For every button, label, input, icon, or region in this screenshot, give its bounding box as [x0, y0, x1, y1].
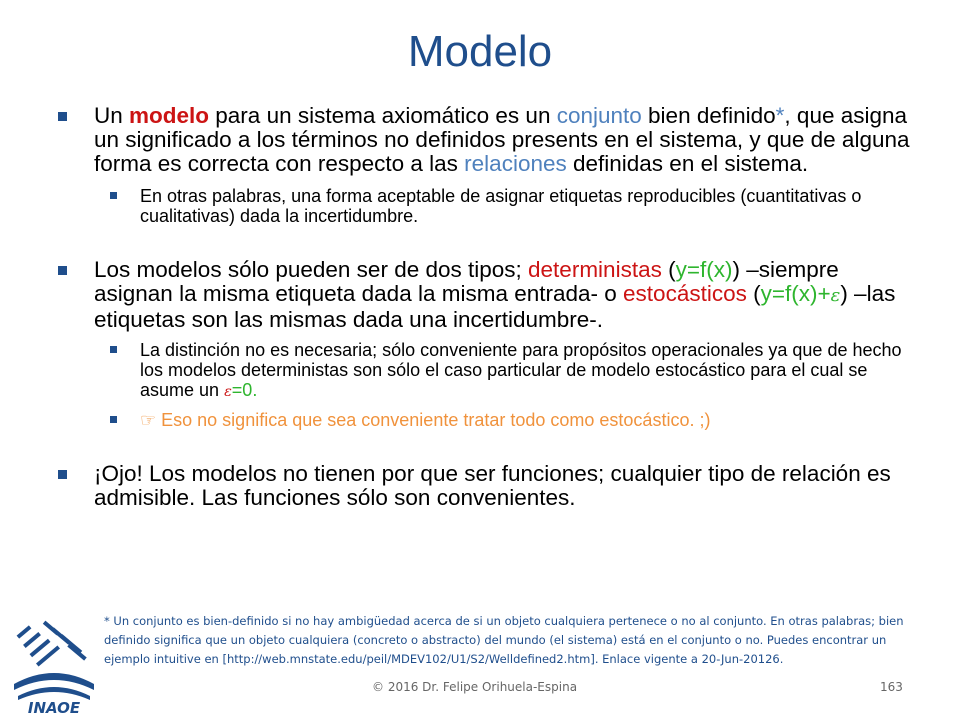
term-modelo: modelo	[129, 103, 210, 128]
text-segment: Un	[94, 103, 130, 128]
slide-title: Modelo	[407, 27, 553, 76]
square-bullet-icon	[58, 266, 67, 275]
text-segment: Eso no significa que sea conveniente tratar todo como estocástico. ;)	[156, 410, 711, 430]
term-conjunto: conjunto	[556, 103, 642, 128]
bullet-model-types	[56, 258, 916, 332]
text-segment: ¡Ojo! Los modelos no tienen por que ser funciones; cualquier tipo de relación es admisible. Las funciones sólo son convenientes.	[94, 461, 891, 510]
square-bullet-icon	[110, 346, 117, 353]
slide-content	[56, 104, 916, 510]
footnote: * Un conjunto es bien-definido si no hay ambigüedad acerca de si un objeto cualquiera pertenece o no al conjunto. En otras palabras; bien definido significa que un objeto cualquiera (concreto o abstracto) del mundo (el sistema) está en el conjunto o no. Puedes encontrar un ejemplo intuitive en [http://web.mnstate.edu/peil/MDEV102/U1/S2/Welldefined2.htm]. Enlace vigente a 20-Jun-20126.	[104, 614, 904, 666]
epsilon-symbol: ε	[224, 384, 232, 400]
text-segment: En otras palabras, una forma aceptable de asignar etiquetas reproducibles (cuantitativas o cualitativas) dada la incertidumbre.	[140, 186, 862, 226]
formula-deterministic: y=f(x)	[675, 257, 733, 282]
pointing-hand-icon: ☞	[140, 410, 157, 430]
square-bullet-icon	[58, 112, 67, 121]
text-segment: Los modelos sólo pueden ser de dos tipos;	[94, 257, 529, 282]
logo-text: INAOE	[27, 699, 81, 716]
term-relaciones: relaciones	[464, 151, 567, 176]
text-segment: (	[661, 257, 676, 282]
text-segment: =0.	[231, 380, 258, 400]
text-segment: , que asigna un significado a los términos no definidos presents en el sistema, y que de alguna forma es correcta con respecto a las	[94, 103, 910, 176]
text-segment: ) –siempre asignan la misma etiqueta dada la misma entrada- o	[94, 257, 839, 306]
bullet-functions-note	[56, 462, 916, 510]
text-segment: para un sistema axiomático es un	[209, 103, 557, 128]
text-segment: ) –las etiquetas son las mismas dada una incertidumbre-.	[94, 281, 896, 332]
sub-bullet-reproducible	[56, 186, 916, 226]
term-deterministas: deterministas	[528, 257, 662, 282]
text-segment: (	[746, 281, 761, 306]
footnote-marker: *	[775, 103, 785, 128]
text-segment: La distinción no es necesaria; sólo conveniente para propósitos operacionales ya que de hecho los modelos deterministas son sólo el caso particular de modelo estocástico para el cual se asume un	[140, 340, 902, 400]
formula-stochastic: y=f(x)+	[760, 281, 831, 306]
page-number: 163	[880, 680, 903, 694]
text-segment: definidas en el sistema.	[566, 151, 809, 176]
square-bullet-icon	[58, 470, 67, 479]
square-bullet-icon	[110, 416, 117, 423]
sub-bullet-stochastic-note	[56, 410, 916, 430]
term-estocasticos: estocásticos	[623, 281, 747, 306]
inaoe-logo-icon	[8, 612, 100, 716]
text-segment: bien definido	[641, 103, 776, 128]
epsilon-symbol: ε	[830, 285, 841, 306]
sub-bullet-distinction	[56, 340, 916, 402]
footer-copyright: © 2016 Dr. Felipe Orihuela-Espina	[372, 680, 578, 694]
square-bullet-icon	[110, 192, 117, 199]
bullet-model-definition	[56, 104, 916, 176]
